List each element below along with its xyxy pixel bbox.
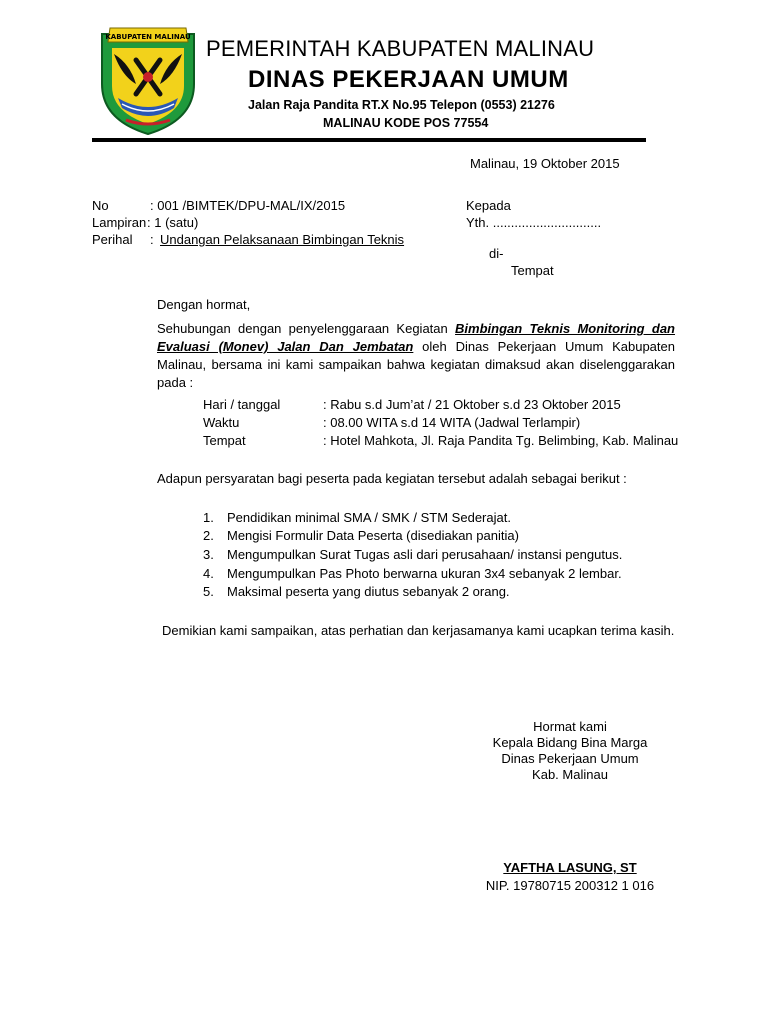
greeting: Dengan hormat, <box>157 297 251 312</box>
header-department: DINAS PEKERJAAN UMUM <box>248 66 569 93</box>
signatory <box>470 860 670 894</box>
header-divider <box>92 138 646 142</box>
closing-sentence: Demikian kami sampaikan, atas perhatian dan kerjasamanya kami ucapkan terima kasih. <box>162 623 675 638</box>
list-item: Mengumpulkan Pas Photo berwarna ukuran 3x4 sebanyak 2 lembar. <box>227 566 622 581</box>
signatory-nip: NIP. 19780715 200312 1 016 <box>485 878 655 893</box>
no-label: No <box>92 198 109 213</box>
list-item: Pendidikan minimal SMA / SMK / STM Sederajat. <box>227 510 511 525</box>
lampiran-label: Lampiran <box>92 215 147 230</box>
list-item-number: 4. <box>203 566 214 581</box>
activity-name: Bimbingan Teknis Monitoring dan Evaluasi (Monev) Jalan Dan Jembatan <box>157 321 675 354</box>
detail-value: : Rabu s.d Jum’at / 21 Oktober s.d 23 Oktober 2015 <box>323 397 621 412</box>
signature-region: Kab. Malinau <box>532 767 608 782</box>
signatory-name: YAFTHA LASUNG, ST <box>503 860 637 875</box>
recipient-kepada: Kepada <box>466 198 511 213</box>
recipient-yth: Yth. .............................. <box>466 215 602 230</box>
paragraph-text-end: oleh Dinas Pekerjaan Umum Kabupaten Malinau, bersama ini kami sampaikan bahwa kegiatan dimaksud akan diselenggarakan pada : <box>157 339 675 390</box>
perihal-colon: : <box>150 232 154 247</box>
detail-value: : Hotel Mahkota, Jl. Raja Pandita Tg. Belimbing, Kab. Malinau <box>323 433 679 448</box>
signature-block <box>470 719 670 783</box>
header-address: Jalan Raja Pandita RT.X No.95 Telepon (0553) 21276 <box>248 98 555 112</box>
no-value: : 001 /BIMTEK/DPU-MAL/IX/2015 <box>150 198 346 213</box>
signature-greeting: Hormat kami <box>533 719 607 734</box>
header-government: PEMERINTAH KABUPATEN MALINAU <box>206 36 595 61</box>
detail-value: : 08.00 WITA s.d 14 WITA (Jadwal Terlampir) <box>323 415 581 430</box>
list-item: Mengisi Formulir Data Peserta (disediakan panitia) <box>227 528 519 543</box>
list-item: Mengumpulkan Surat Tugas asli dari perusahaan/ instansi pengutus. <box>227 547 623 562</box>
list-item-number: 2. <box>203 528 214 543</box>
perihal-label: Perihal <box>92 232 133 247</box>
kabupaten-malinau-emblem <box>96 24 200 136</box>
perihal-value: Undangan Pelaksanaan Bimbingan Teknis <box>160 232 405 247</box>
detail-label: Tempat <box>203 433 246 448</box>
header-postal: MALINAU KODE POS 77554 <box>323 116 489 130</box>
list-item-number: 3. <box>203 547 214 562</box>
svg-text:KABUPATEN MALINAU: KABUPATEN MALINAU <box>105 33 191 41</box>
paragraph-text-start: Sehubungan dengan penyelenggaraan Kegiatan <box>157 321 456 336</box>
signature-department: Dinas Pekerjaan Umum <box>501 751 639 766</box>
recipient-tempat: Tempat <box>511 263 554 278</box>
list-item: Maksimal peserta yang diutus sebanyak 2 orang. <box>227 584 510 599</box>
requirements-intro: Adapun persyaratan bagi peserta pada kegiatan tersebut adalah sebagai berikut : <box>157 471 627 486</box>
lampiran-value: : 1 (satu) <box>147 215 199 230</box>
detail-label: Hari / tanggal <box>203 397 281 412</box>
opening-paragraph <box>157 320 675 392</box>
detail-label: Waktu <box>203 415 240 430</box>
list-item-number: 5. <box>203 584 214 599</box>
recipient-di: di- <box>489 246 504 261</box>
signature-position: Kepala Bidang Bina Marga <box>492 735 648 750</box>
list-item-number: 1. <box>203 510 214 525</box>
letter-date: Malinau, 19 Oktober 2015 <box>470 156 620 171</box>
